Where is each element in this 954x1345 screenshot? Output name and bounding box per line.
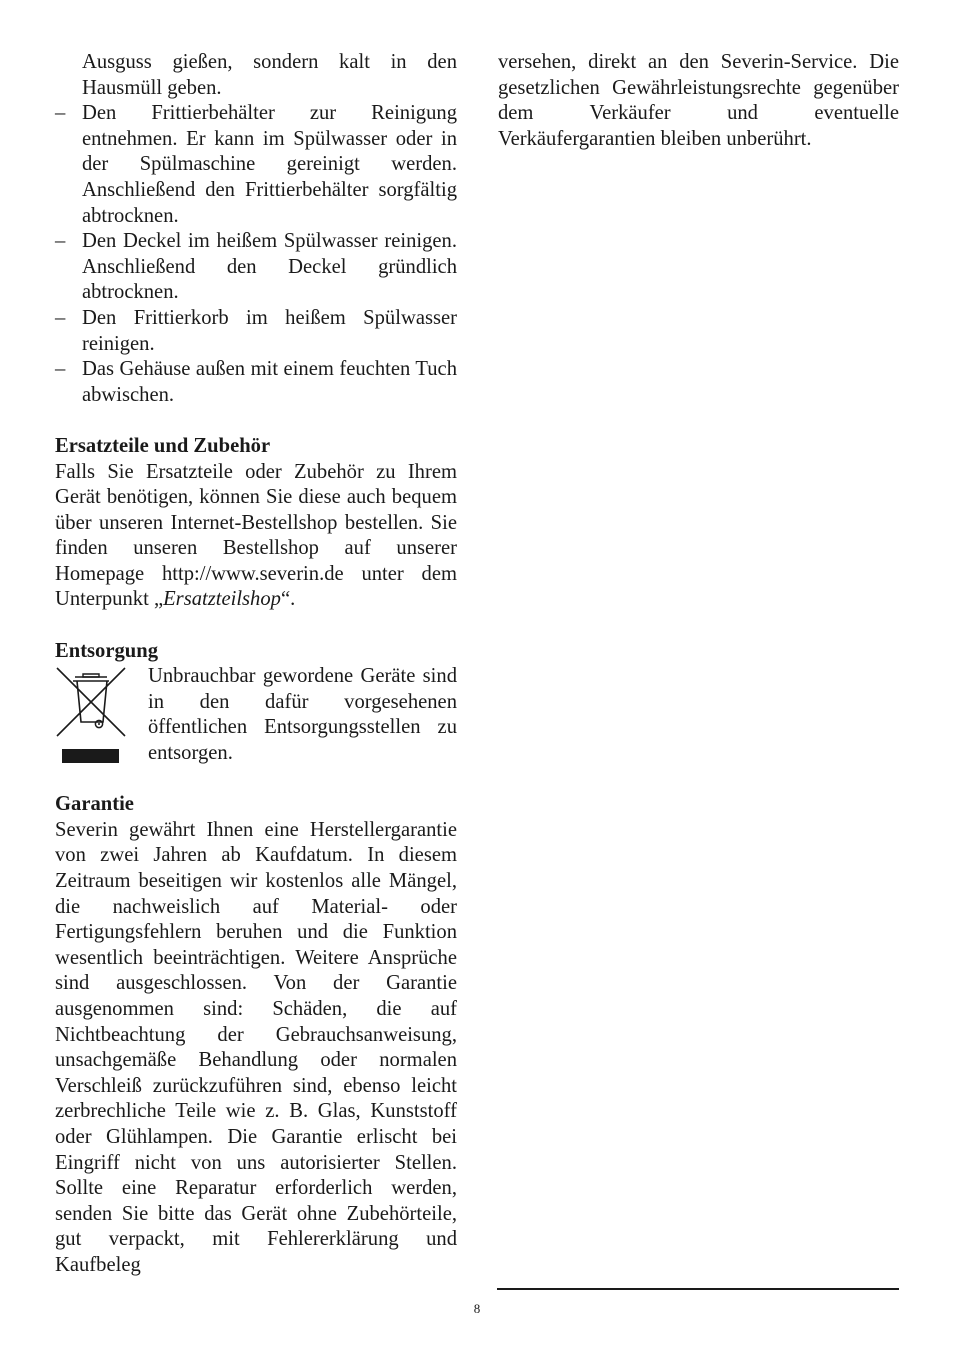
disposal-heading: Entsorgung bbox=[55, 639, 158, 662]
footer-rule bbox=[497, 1288, 899, 1290]
left-column bbox=[55, 50, 457, 1279]
dash-mark: – bbox=[55, 306, 66, 329]
right-column bbox=[498, 50, 899, 152]
warranty-text: Severin gewährt Ihnen eine Herstellergarantie von zwei Jahren ab Kaufdatum. In diesem Zeitraum beseitigen wir kostenlos alle Mängel, die nachweislich auf Material- oder Fertigungsfehlern beruhen und die Funktion wesentlich beeinträchtigen. Weitere Ansprüche sind ausgeschlossen. Von der Garantie ausgenommen sind: Schäden, die auf Nichtbeachtung der Gebrauchsanweisung, unsachgemäße Behandlung oder normalen Verschleiß zurückzuführen sind, ebenso leicht zerbrechliche Teile wie z. B. Glas, Kunststoff oder Glühlampen. Die Garantie erlischt bei Eingriff nicht von uns autorisierter Stellen. Sollte eine Reparatur erforderlich werden, senden Sie bitte das Gerät ohne Zubehörteile, gut verpackt, mit Fehlererklärung und Kaufbeleg bbox=[55, 818, 457, 1276]
disposal-section bbox=[55, 664, 457, 766]
list-item: – Den Frittierkorb im heißem Spülwasser reinigen. bbox=[55, 306, 457, 355]
spare-parts-heading: Ersatzteile und Zubehör bbox=[55, 434, 271, 457]
warranty-continuation: versehen, direkt an den Severin-Service. Die gesetzlichen Gewährleistungsrechte gegenüber dem Verkäufer und eventuelle Verkäufergarantien bleiben unberührt. bbox=[498, 51, 899, 150]
list-item: – Das Gehäuse außen mit einem feuchten Tuch abwischen. bbox=[55, 358, 457, 406]
dash-mark: – bbox=[55, 102, 66, 125]
dash-mark: – bbox=[55, 230, 66, 253]
warranty-heading: Garantie bbox=[55, 793, 134, 816]
spare-parts-text: Falls Sie Ersatzteile oder Zubehör zu Ihrem Gerät benötigen, können Sie diese auch bequem über unseren Internet-Bestellshop bestellen. Sie finden unseren Bestellshop auf unserer Homepage http://www.severin.de unter dem Unterpunkt „Ersatzteilshop“. bbox=[55, 460, 457, 611]
list-item: – Den Deckel im heißem Spülwasser reinigen. Anschließend den Deckel gründlich abtrocknen. bbox=[55, 230, 457, 304]
dash-mark: – bbox=[55, 358, 66, 381]
intro-continuation: Ausguss gießen, sondern kalt in den Hausmüll geben. bbox=[82, 51, 457, 99]
disposal-text: Unbrauchbar gewordene Geräte sind in den dafür vorgesehenen öffentlichen Entsorgungsstellen zu entsorgen. bbox=[148, 665, 457, 765]
crossed-out-wheelie-bin-icon bbox=[55, 664, 127, 764]
page-number: 8 bbox=[473, 1301, 481, 1316]
list-item: – Den Frittierbehälter zur Reinigung entnehmen. Er kann im Spülwasser oder in der Spülmaschine gereinigt werden. Anschließend den Frittierbehälter sorgfältig abtrocknen. bbox=[55, 102, 457, 227]
cleaning-list bbox=[55, 101, 457, 408]
